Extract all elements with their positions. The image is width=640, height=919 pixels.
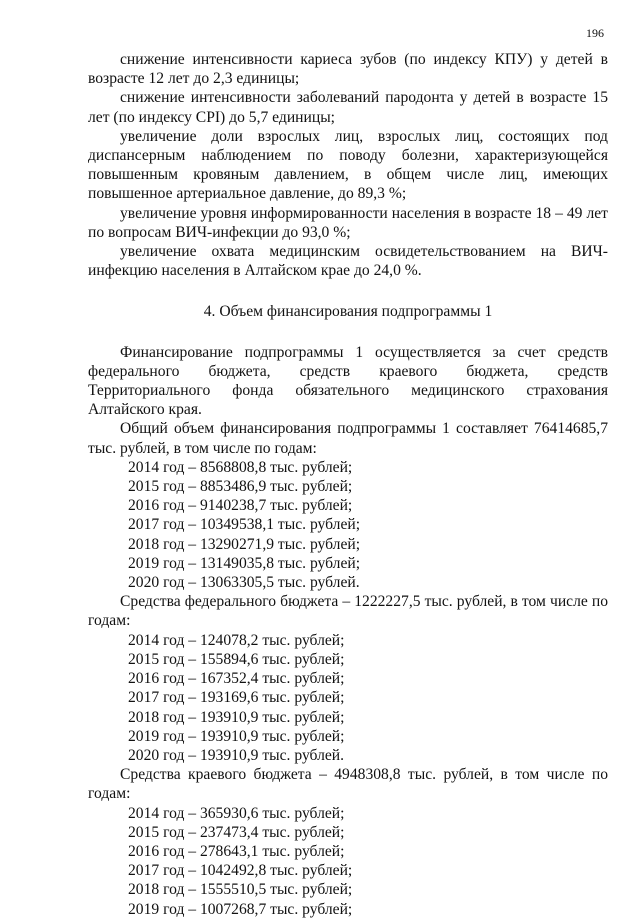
list-item: 2016 год – 167352,4 тыс. рублей; bbox=[128, 670, 345, 688]
list-item: 2014 год – 8568808,8 тыс. рублей; bbox=[128, 458, 353, 476]
intro-item-3: увеличение доли взрослых лиц, взрослых лиц, состоящих под диспансерным наблюдением по поводу болезни, характеризующейся повышенным кровяным давлением, в общем числе лиц, имеющих повышенное артериальное давление, до 89,3 %; bbox=[88, 127, 608, 203]
federal-years-list bbox=[88, 631, 608, 765]
list-item: 2019 год – 193910,9 тыс. рублей; bbox=[128, 727, 345, 745]
list-item: 2018 год – 13290271,9 тыс. рублей; bbox=[128, 535, 361, 553]
list-item: 2017 год – 10349538,1 тыс. рублей; bbox=[128, 516, 361, 534]
list-item: 2016 год – 9140238,7 тыс. рублей; bbox=[128, 497, 353, 515]
total-years-list bbox=[88, 458, 608, 592]
list-item: 2020 год – 13063305,5 тыс. рублей. bbox=[128, 574, 360, 592]
list-item: 2020 год – 193910,9 тыс. рублей. bbox=[128, 746, 345, 764]
regional-years-list bbox=[88, 804, 608, 919]
list-item: 2015 год – 155894,6 тыс. рублей; bbox=[128, 650, 345, 668]
list-item: 2015 год – 237473,4 тыс. рублей; bbox=[128, 823, 345, 841]
page-number: 196 bbox=[586, 26, 604, 40]
intro-item-2: снижение интенсивности заболеваний пародонта у детей в возрасте 15 лет (по индексу CPI) до 5,7 единицы; bbox=[88, 89, 608, 126]
total-financing-text: Общий объем финансирования подпрограммы 1 составляет 76414685,7 тыс. рублей, в том числе по годам: bbox=[88, 420, 608, 457]
list-item: 2018 год – 193910,9 тыс. рублей; bbox=[128, 708, 345, 726]
intro-item-1: снижение интенсивности кариеса зубов (по индексу КПУ) у детей в возрасте 12 лет до 2,3 единицы; bbox=[88, 51, 608, 88]
regional-budget-text: Средства краевого бюджета – 4948308,8 тыс. рублей, в том числе по годам: bbox=[88, 766, 608, 803]
list-item: 2019 год – 1007268,7 тыс. рублей; bbox=[128, 900, 353, 918]
list-item: 2017 год – 1042492,8 тыс. рублей; bbox=[128, 862, 353, 880]
list-item: 2018 год – 1555510,5 тыс. рублей; bbox=[128, 881, 353, 899]
list-item: 2016 год – 278643,1 тыс. рублей; bbox=[128, 842, 345, 860]
section-title: 4. Объем финансирования подпрограммы 1 bbox=[203, 303, 493, 321]
list-item: 2015 год – 8853486,9 тыс. рублей; bbox=[128, 478, 353, 496]
intro-item-4: увеличение уровня информированности населения в возрасте 18 – 49 лет по вопросам ВИЧ-инфекции до 93,0 %; bbox=[88, 204, 608, 241]
document-body bbox=[88, 50, 608, 919]
list-item: 2014 год – 365930,6 тыс. рублей; bbox=[128, 804, 345, 822]
federal-budget-text: Средства федерального бюджета – 1222227,5 тыс. рублей, в том числе по годам: bbox=[88, 593, 608, 630]
list-item: 2019 год – 13149035,8 тыс. рублей; bbox=[128, 554, 361, 572]
financing-intro: Финансирование подпрограммы 1 осуществляется за счет средств федерального бюджета, средств краевого бюджета, средств Территориального фонда обязательного медицинского страхования Алтайского края. bbox=[88, 343, 608, 419]
list-item: 2014 год – 124078,2 тыс. рублей; bbox=[128, 631, 345, 649]
list-item: 2017 год – 193169,6 тыс. рублей; bbox=[128, 689, 345, 707]
intro-item-5: увеличение охвата медицинским освидетельствованием на ВИЧ-инфекцию населения в Алтайском крае до 24,0 %. bbox=[88, 243, 608, 280]
